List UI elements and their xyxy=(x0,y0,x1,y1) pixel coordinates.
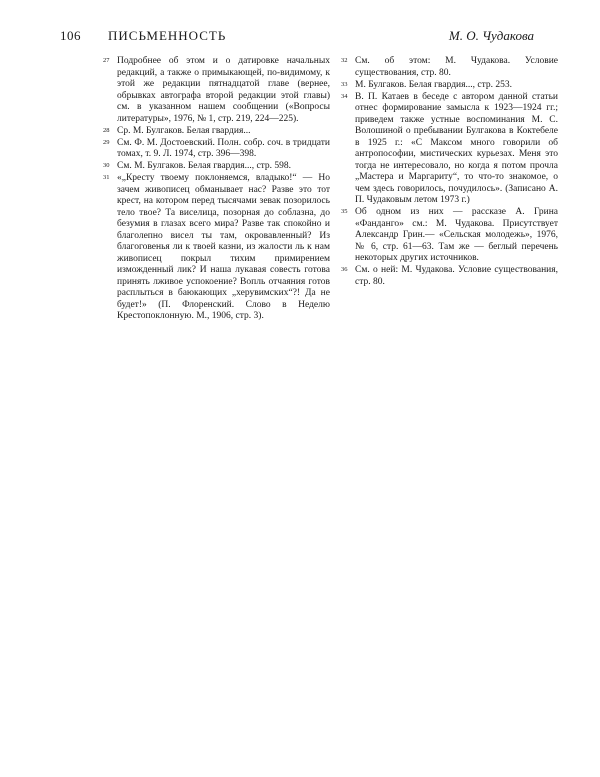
footnote-28 xyxy=(103,126,330,138)
footnote-text: См. М. Булгаков. Белая гвардия..., стр. 598. xyxy=(117,161,292,171)
footnote-text: М. Булгаков. Белая гвардия..., стр. 253. xyxy=(355,79,512,90)
footnote-number: 33 xyxy=(341,80,348,88)
footnote-text: См. об этом: М. Чудакова. Условие существования, стр. 80. xyxy=(355,56,558,78)
footnote-text: См. о ней: М. Чудакова. Условие существования, стр. 80. xyxy=(355,265,558,287)
footnote-text: Об одном из них — рассказе А. Грина «Фанданго» см.: М. Чудакова. Присутствует Александр Грин.— «Сельская молодежь», 1976, № 6, стр. 61—63. Там же — беглый перечень некоторых других источников. xyxy=(355,207,558,263)
footnote-number: 35 xyxy=(341,208,348,215)
footnote-35 xyxy=(341,207,558,265)
footnotes-right-column xyxy=(341,56,558,289)
footnote-29 xyxy=(103,138,330,161)
footnote-36 xyxy=(341,265,558,288)
footnote-text: В. П. Катаев в беседе с автором данной статьи отнес формирование замысла к 1923—1924 гг.; приведем также устные воспоминания М. С. Волошиной о пребывании Булгакова в Коктебеле в 1925 г.: «С Максом много говорили об антропософии, мистических курьезах. Меня это тогда не интересовало, но когда я потом прочла „Мастера и Маргариту“, то что-то знакомое, о чем здесь говорилось, почудилось». (Записано А. П. Чудаковым летом 1973 г.) xyxy=(355,91,558,205)
footnote-text: Ср. М. Булгаков. Белая гвардия... xyxy=(117,125,251,136)
page-number: 106 xyxy=(60,28,81,43)
page-header xyxy=(60,28,534,46)
footnotes-left-column xyxy=(103,56,330,323)
footnote-number: 27 xyxy=(103,57,110,64)
footnote-number: 30 xyxy=(103,162,110,169)
running-author: М. О. Чудакова xyxy=(448,28,534,43)
footnote-31 xyxy=(103,173,330,323)
footnote-number: 29 xyxy=(103,138,110,146)
footnote-33 xyxy=(341,80,558,92)
footnote-34 xyxy=(341,92,558,207)
footnote-32 xyxy=(341,56,558,79)
footnote-number: 34 xyxy=(341,92,348,100)
footnote-text: Подробнее об этом и о датировке начальных редакций, а также о примыкающей, по-видимому, к этой же редакции пятнадцатой главе (вернее, обрывках автографа второй редакции этой главы) см. в указанном нашем сообщении («Вопросы литературы», 1976, № 1, стр. 219, 224—225). xyxy=(117,56,330,124)
footnote-text: См. Ф. М. Достоевский. Полн. собр. соч. в тридцати томах, т. 9. Л. 1974, стр. 396—398. xyxy=(117,137,330,159)
section-title: ПИСЬМЕННОСТЬ xyxy=(108,28,227,43)
footnote-text: «„Кресту твоему поклоняемся, владыко!“ — Но зачем живописец обманывает нас? Разве это тот крест, на котором перед тысячами зевак позорилось тело твое? Та виселица, позорная до соблазна, до безумия в глазах всего мира? Разве так спокойно и благолепно висел ты там, окровавленный? Из благоговенья ли к твоей казни, из жалости ль к нам живописец покрыл тихим примирением изможденный лик? И наша лукавая совесть готова принять лживое успокоение? Вопль отчаяния готов расплыться в баюкающих „херувимских“?! Да не будет!» (П. Флоренский. Слово в Неделю Крестопоклонную. М., 1906, стр. 3). xyxy=(117,173,330,321)
footnote-30 xyxy=(103,161,330,173)
footnote-number: 36 xyxy=(341,266,348,273)
footnote-number: 31 xyxy=(103,174,110,181)
footnote-number: 28 xyxy=(103,126,110,134)
footnote-number: 32 xyxy=(341,57,348,64)
footnote-27 xyxy=(103,56,330,125)
